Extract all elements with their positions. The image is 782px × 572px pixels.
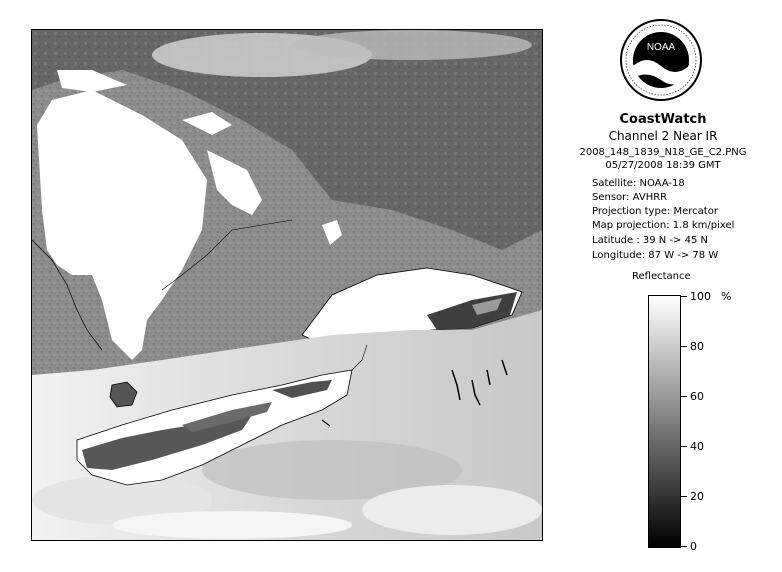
satellite-map-graphic xyxy=(32,30,542,540)
satellite-image xyxy=(31,29,543,541)
colorbar-tick xyxy=(681,546,687,547)
colorbar-tick xyxy=(681,396,687,397)
brand-title: CoastWatch xyxy=(619,112,707,127)
projection-type-info: Projection type: Mercator xyxy=(592,206,718,217)
latitude-info: Latitude : 39 N -> 45 N xyxy=(592,235,708,246)
colorbar-tick-label: 80 xyxy=(690,340,704,353)
colorbar-tick-label: 40 xyxy=(690,440,704,453)
longitude-info: Longitude: 87 W -> 78 W xyxy=(592,250,719,261)
colorbar-label: Reflectance xyxy=(632,271,691,282)
colorbar-tick xyxy=(681,346,687,347)
file-name: 2008_148_1839_N18_GE_C2.PNG xyxy=(579,147,747,158)
colorbar-tick-label: 20 xyxy=(690,490,704,503)
colorbar-tick-label: 100 xyxy=(690,290,711,303)
noaa-logo-text: NOAA xyxy=(646,42,676,53)
acquisition-datetime: 05/27/2008 18:39 GMT xyxy=(605,160,721,171)
product-title: Channel 2 Near IR xyxy=(608,129,718,143)
satellite-info: Satellite: NOAA-18 xyxy=(592,178,685,189)
map-projection-info: Map projection: 1.8 km/pixel xyxy=(592,220,735,231)
noaa-logo-graphic xyxy=(619,18,703,102)
colorbar-unit: % xyxy=(721,290,732,303)
colorbar xyxy=(648,295,681,548)
sensor-info: Sensor: AVHRR xyxy=(592,192,668,203)
noaa-logo xyxy=(619,18,703,102)
colorbar-tick xyxy=(681,496,687,497)
colorbar-tick-label: 0 xyxy=(690,540,697,553)
colorbar-tick xyxy=(681,296,687,297)
colorbar-tick-label: 60 xyxy=(690,390,704,403)
colorbar-tick xyxy=(681,446,687,447)
